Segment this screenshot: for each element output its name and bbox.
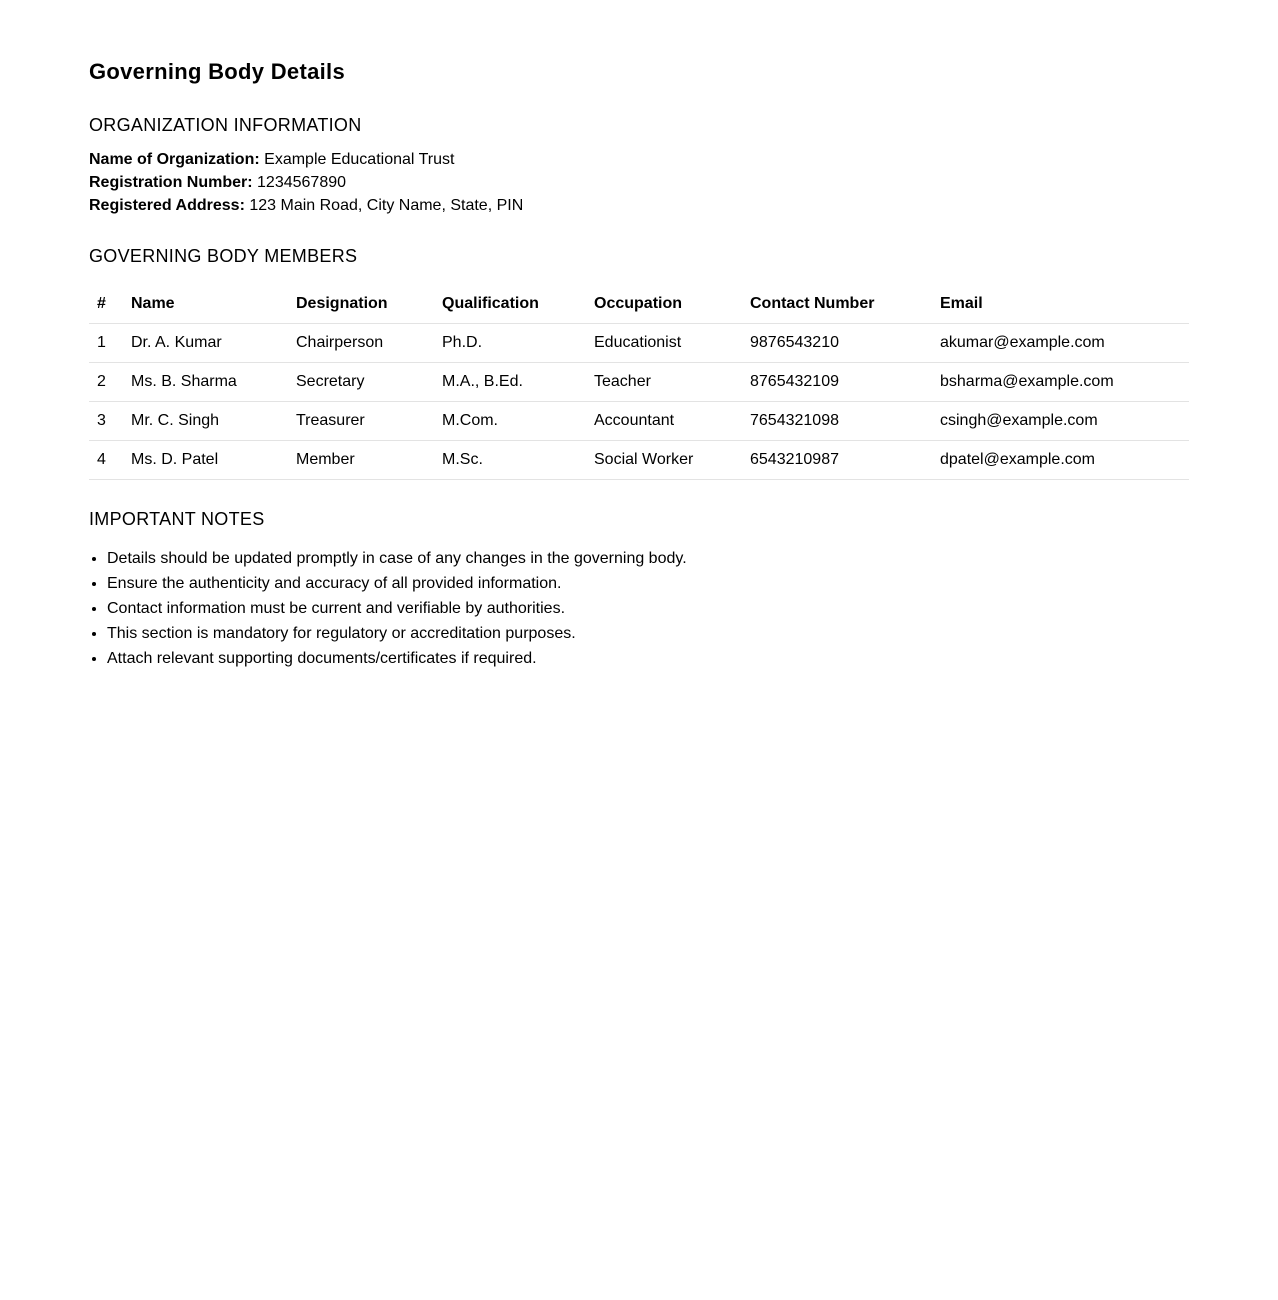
cell-designation: Chairperson — [288, 324, 434, 363]
cell-contact: 8765432109 — [742, 363, 932, 402]
cell-contact: 6543210987 — [742, 441, 932, 480]
column-header-name: Name — [123, 285, 288, 324]
cell-designation: Secretary — [288, 363, 434, 402]
list-item: • Details should be updated promptly in case of any changes in the governing body. — [107, 546, 1189, 571]
notes-heading: IMPORTANT NOTES — [89, 509, 265, 529]
registration-number-line — [89, 171, 1189, 194]
list-item: • Attach relevant supporting documents/certificates if required. — [107, 646, 1189, 671]
list-item: • Ensure the authenticity and accuracy of all provided information. — [107, 571, 1189, 596]
cell-occupation: Teacher — [586, 363, 742, 402]
cell-number: 1 — [89, 324, 123, 363]
cell-name: Ms. D. Patel — [123, 441, 288, 480]
org-info-block — [89, 148, 1189, 217]
cell-occupation: Educationist — [586, 324, 742, 363]
registered-address-label: Registered Address: — [89, 197, 245, 214]
org-name-value: Example Educational Trust — [264, 151, 455, 168]
column-header-occupation: Occupation — [586, 285, 742, 324]
cell-number: 4 — [89, 441, 123, 480]
table-row — [89, 363, 1189, 402]
table-row — [89, 324, 1189, 363]
column-header-number: # — [89, 285, 123, 324]
registered-address-value: 123 Main Road, City Name, State, PIN — [249, 197, 524, 214]
cell-designation: Treasurer — [288, 402, 434, 441]
cell-qualification: M.A., B.Ed. — [434, 363, 586, 402]
table-row — [89, 402, 1189, 441]
table-row — [89, 441, 1189, 480]
cell-occupation: Social Worker — [586, 441, 742, 480]
column-header-qualification: Qualification — [434, 285, 586, 324]
registered-address-line — [89, 194, 1189, 217]
cell-email: csingh@example.com — [932, 402, 1189, 441]
members-table — [89, 285, 1189, 480]
registration-number-value: 1234567890 — [257, 174, 347, 191]
registration-number-label: Registration Number: — [89, 174, 253, 191]
table-header-row — [89, 285, 1189, 324]
column-header-designation: Designation — [288, 285, 434, 324]
org-name-label: Name of Organization: — [89, 151, 260, 168]
cell-contact: 7654321098 — [742, 402, 932, 441]
members-heading: GOVERNING BODY MEMBERS — [89, 246, 358, 266]
cell-email: dpatel@example.com — [932, 441, 1189, 480]
cell-name: Dr. A. Kumar — [123, 324, 288, 363]
cell-qualification: Ph.D. — [434, 324, 586, 363]
org-name-line — [89, 148, 1189, 171]
list-item: • This section is mandatory for regulatory or accreditation purposes. — [107, 621, 1189, 646]
column-header-contact: Contact Number — [742, 285, 932, 324]
cell-name: Ms. B. Sharma — [123, 363, 288, 402]
cell-qualification: M.Com. — [434, 402, 586, 441]
cell-contact: 9876543210 — [742, 324, 932, 363]
notes-list — [89, 546, 1189, 671]
column-header-email: Email — [932, 285, 1189, 324]
list-item: • Contact information must be current and verifiable by authorities. — [107, 596, 1189, 621]
cell-number: 3 — [89, 402, 123, 441]
page-title: Governing Body Details — [89, 59, 345, 84]
cell-designation: Member — [288, 441, 434, 480]
cell-qualification: M.Sc. — [434, 441, 586, 480]
cell-number: 2 — [89, 363, 123, 402]
cell-occupation: Accountant — [586, 402, 742, 441]
cell-email: akumar@example.com — [932, 324, 1189, 363]
cell-email: bsharma@example.com — [932, 363, 1189, 402]
org-info-heading: ORGANIZATION INFORMATION — [89, 115, 362, 135]
cell-name: Mr. C. Singh — [123, 402, 288, 441]
